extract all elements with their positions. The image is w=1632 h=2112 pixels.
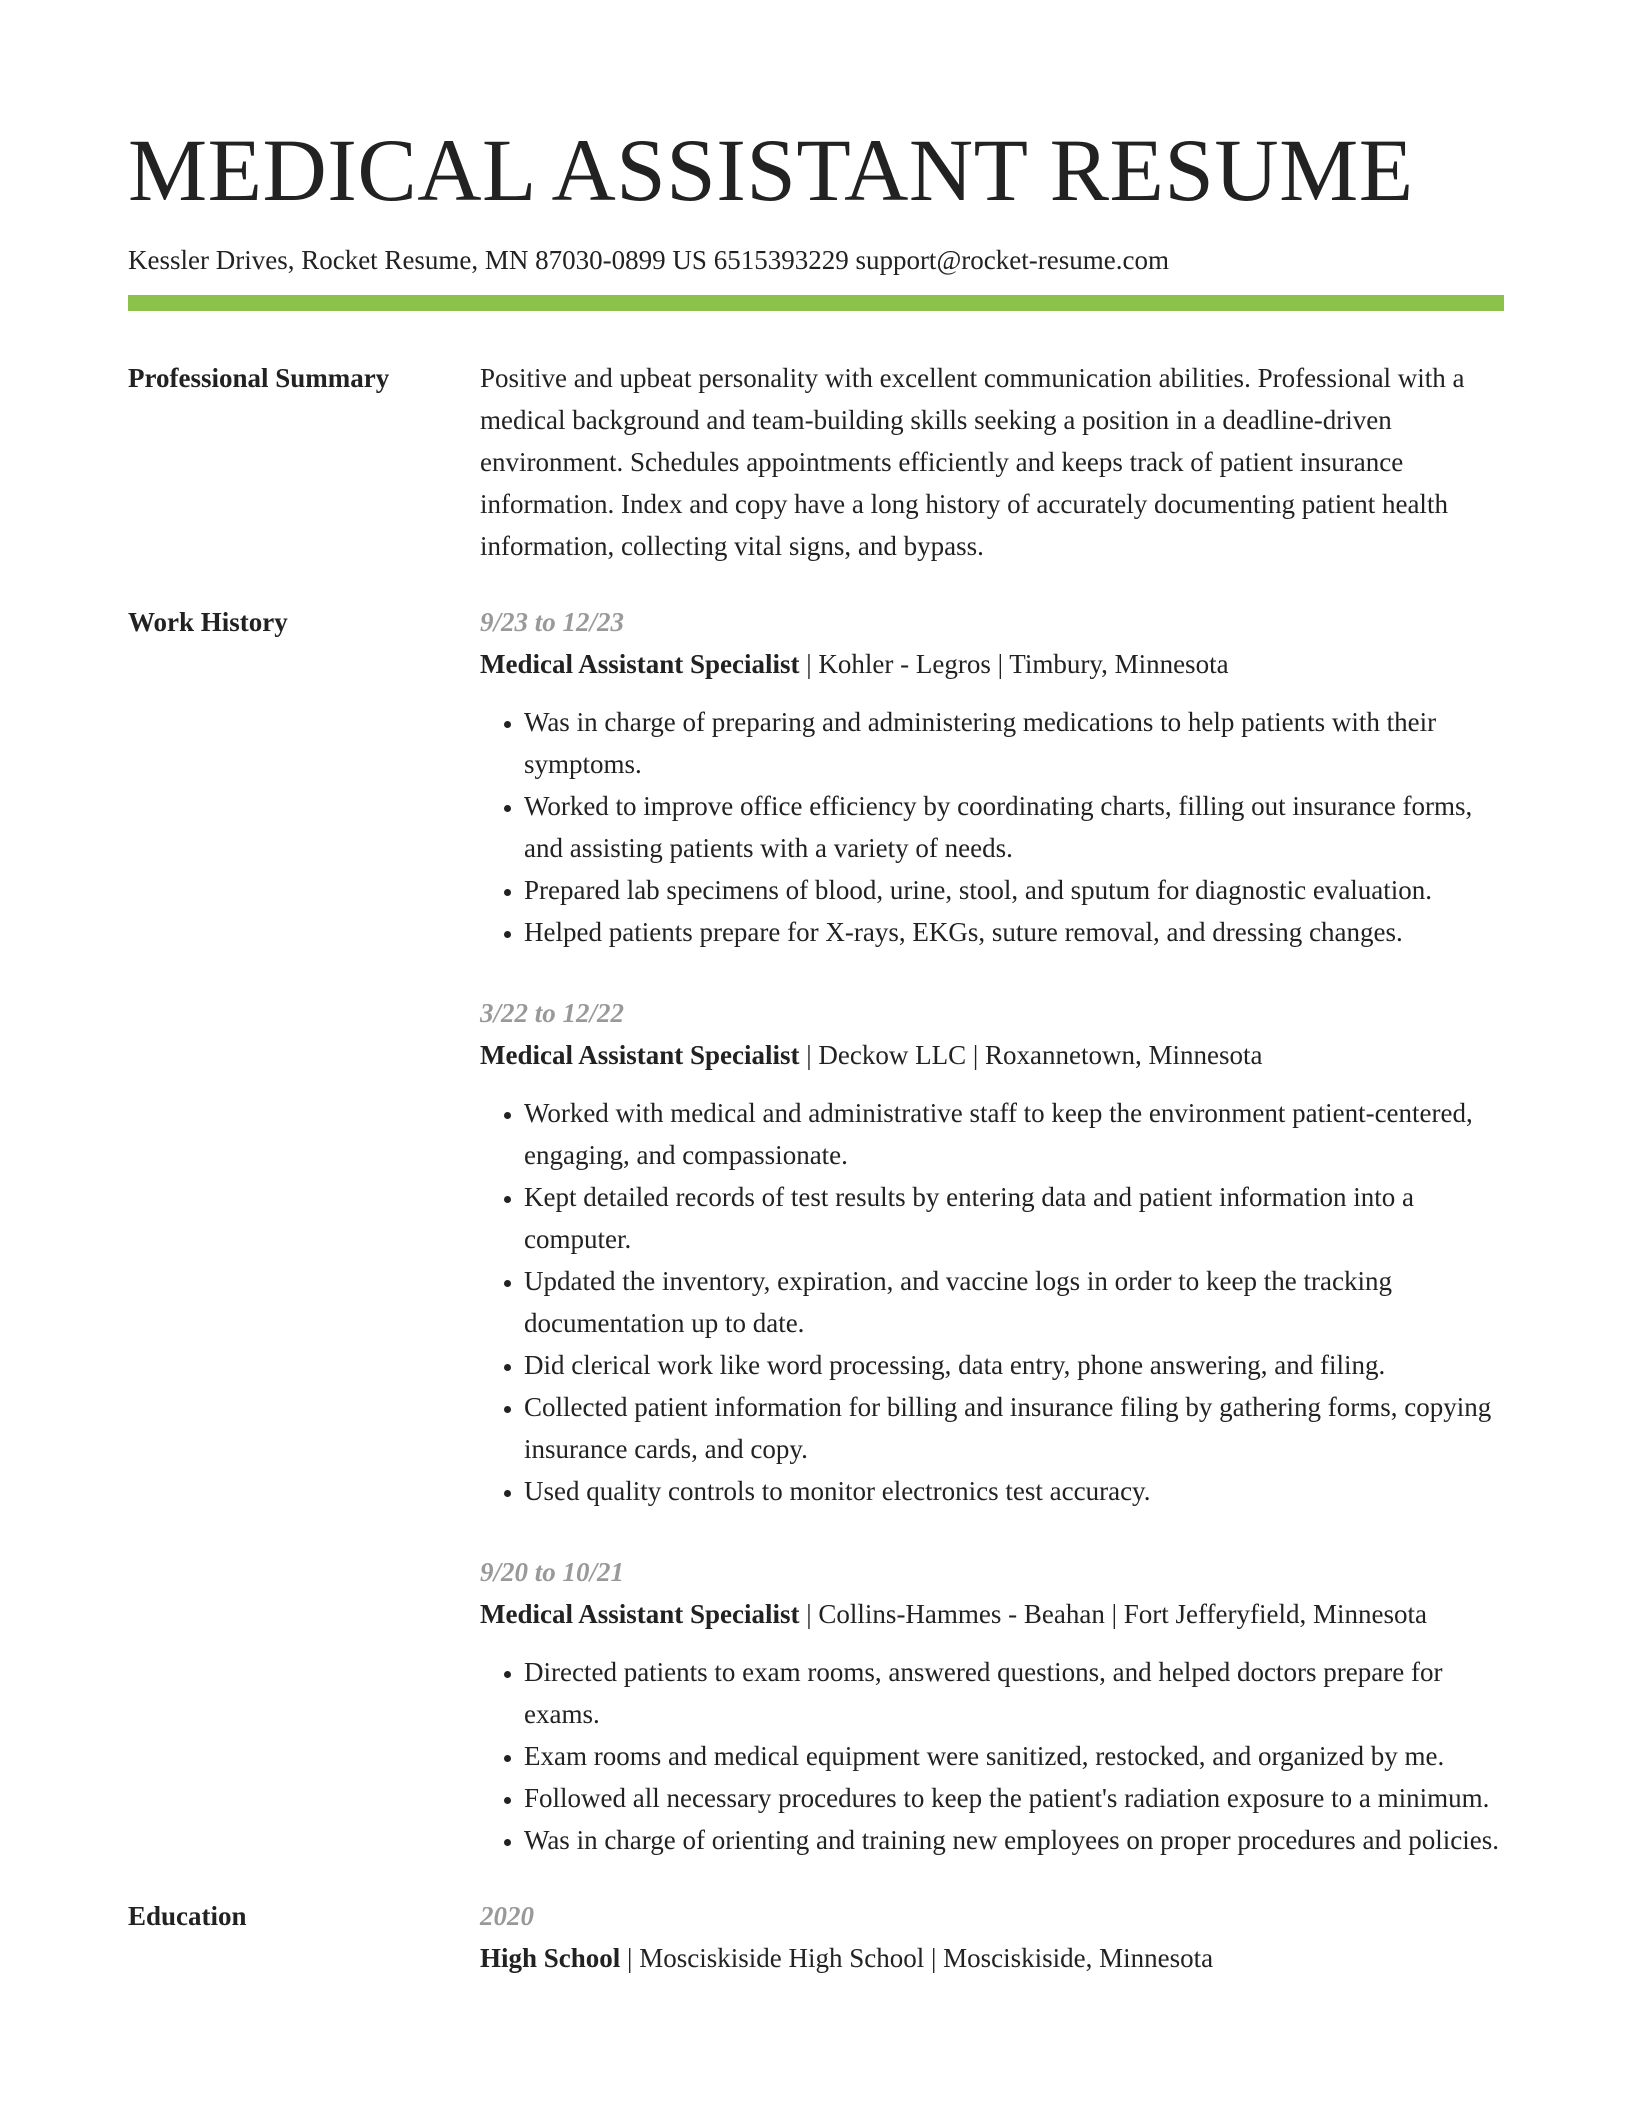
education-section	[128, 1895, 1504, 1979]
job-bullet: • Used quality controls to monitor electronics test accuracy.	[524, 1470, 1504, 1512]
accent-divider	[128, 295, 1504, 311]
education-body	[480, 1895, 1504, 1979]
job-bullet: • Worked to improve office efficiency by coordinating charts, filling out insurance forms, and assisting patients with a variety of needs.	[524, 785, 1504, 869]
job-bullets	[480, 1651, 1504, 1861]
job-bullet: • Worked with medical and administrative staff to keep the environment patient-centered, engaging, and compassionate.	[524, 1092, 1504, 1176]
job-role-line	[480, 1034, 1504, 1076]
job-bullet: • Exam rooms and medical equipment were sanitized, restocked, and organized by me.	[524, 1735, 1504, 1777]
work-history-section	[128, 601, 1504, 1861]
education-degree: High School	[480, 1943, 621, 1973]
job-bullet: • Prepared lab specimens of blood, urine, stool, and sputum for diagnostic evaluation.	[524, 869, 1504, 911]
job-title: Medical Assistant Specialist	[480, 1599, 800, 1629]
job-details: | Kohler - Legros | Timbury, Minnesota	[799, 649, 1229, 679]
resume-page	[128, 112, 1504, 1979]
job-bullet: • Was in charge of orienting and training new employees on proper procedures and policies.	[524, 1819, 1504, 1861]
job-bullets	[480, 701, 1504, 953]
summary-section	[128, 357, 1504, 567]
job-entry	[480, 992, 1504, 1512]
job-bullet: • Directed patients to exam rooms, answered questions, and helped doctors prepare for exams.	[524, 1651, 1504, 1735]
job-bullet: • Helped patients prepare for X-rays, EKGs, suture removal, and dressing changes.	[524, 911, 1504, 953]
work-history-heading: Work History	[128, 607, 288, 637]
summary-text: Positive and upbeat personality with excellent communication abilities. Professional with a medical background and team-building skills seeking a position in a deadline-driven environment. Schedules appointments efficiently and keeps track of patient insurance information. Index and copy have a long history of accurately documenting patient health information, collecting vital signs, and bypass.	[480, 363, 1465, 561]
job-entry	[480, 601, 1504, 953]
summary-heading: Professional Summary	[128, 363, 390, 393]
job-title: Medical Assistant Specialist	[480, 1040, 800, 1070]
work-history-body	[480, 601, 1504, 1861]
education-details: | Mosciskiside High School | Mosciskiside, Minnesota	[620, 1943, 1214, 1973]
contact-phone: 6515393229	[713, 245, 849, 275]
contact-email: support@rocket-resume.com	[855, 245, 1169, 275]
job-bullet: • Was in charge of preparing and administering medications to help patients with their symptoms.	[524, 701, 1504, 785]
job-bullet: • Did clerical work like word processing, data entry, phone answering, and filing.	[524, 1344, 1504, 1386]
education-entry	[480, 1895, 1504, 1979]
job-role-line	[480, 643, 1504, 685]
contact-line	[128, 242, 1504, 278]
job-bullet: • Kept detailed records of test results by entering data and patient information into a computer.	[524, 1176, 1504, 1260]
education-line	[480, 1937, 1504, 1979]
job-dates: 9/20 to 10/21	[480, 1557, 625, 1587]
contact-address: Kessler Drives, Rocket Resume, MN 87030-0899 US	[128, 245, 707, 275]
job-bullet: • Followed all necessary procedures to keep the patient's radiation exposure to a minimum.	[524, 1777, 1504, 1819]
job-bullet: • Collected patient information for billing and insurance filing by gathering forms, copying insurance cards, and copy.	[524, 1386, 1504, 1470]
job-bullets	[480, 1092, 1504, 1512]
job-details: | Collins-Hammes - Beahan | Fort Jefferyfield, Minnesota	[799, 1599, 1427, 1629]
education-year: 2020	[480, 1901, 534, 1931]
summary-body	[480, 357, 1504, 567]
job-bullet: • Updated the inventory, expiration, and vaccine logs in order to keep the tracking documentation up to date.	[524, 1260, 1504, 1344]
job-dates: 3/22 to 12/22	[480, 998, 625, 1028]
job-details: | Deckow LLC | Roxannetown, Minnesota	[799, 1040, 1263, 1070]
education-heading: Education	[128, 1901, 247, 1931]
resume-title: MEDICAL ASSISTANT RESUME	[128, 122, 1414, 220]
job-title: Medical Assistant Specialist	[480, 649, 800, 679]
job-entry	[480, 1551, 1504, 1861]
job-role-line	[480, 1593, 1504, 1635]
job-dates: 9/23 to 12/23	[480, 607, 625, 637]
